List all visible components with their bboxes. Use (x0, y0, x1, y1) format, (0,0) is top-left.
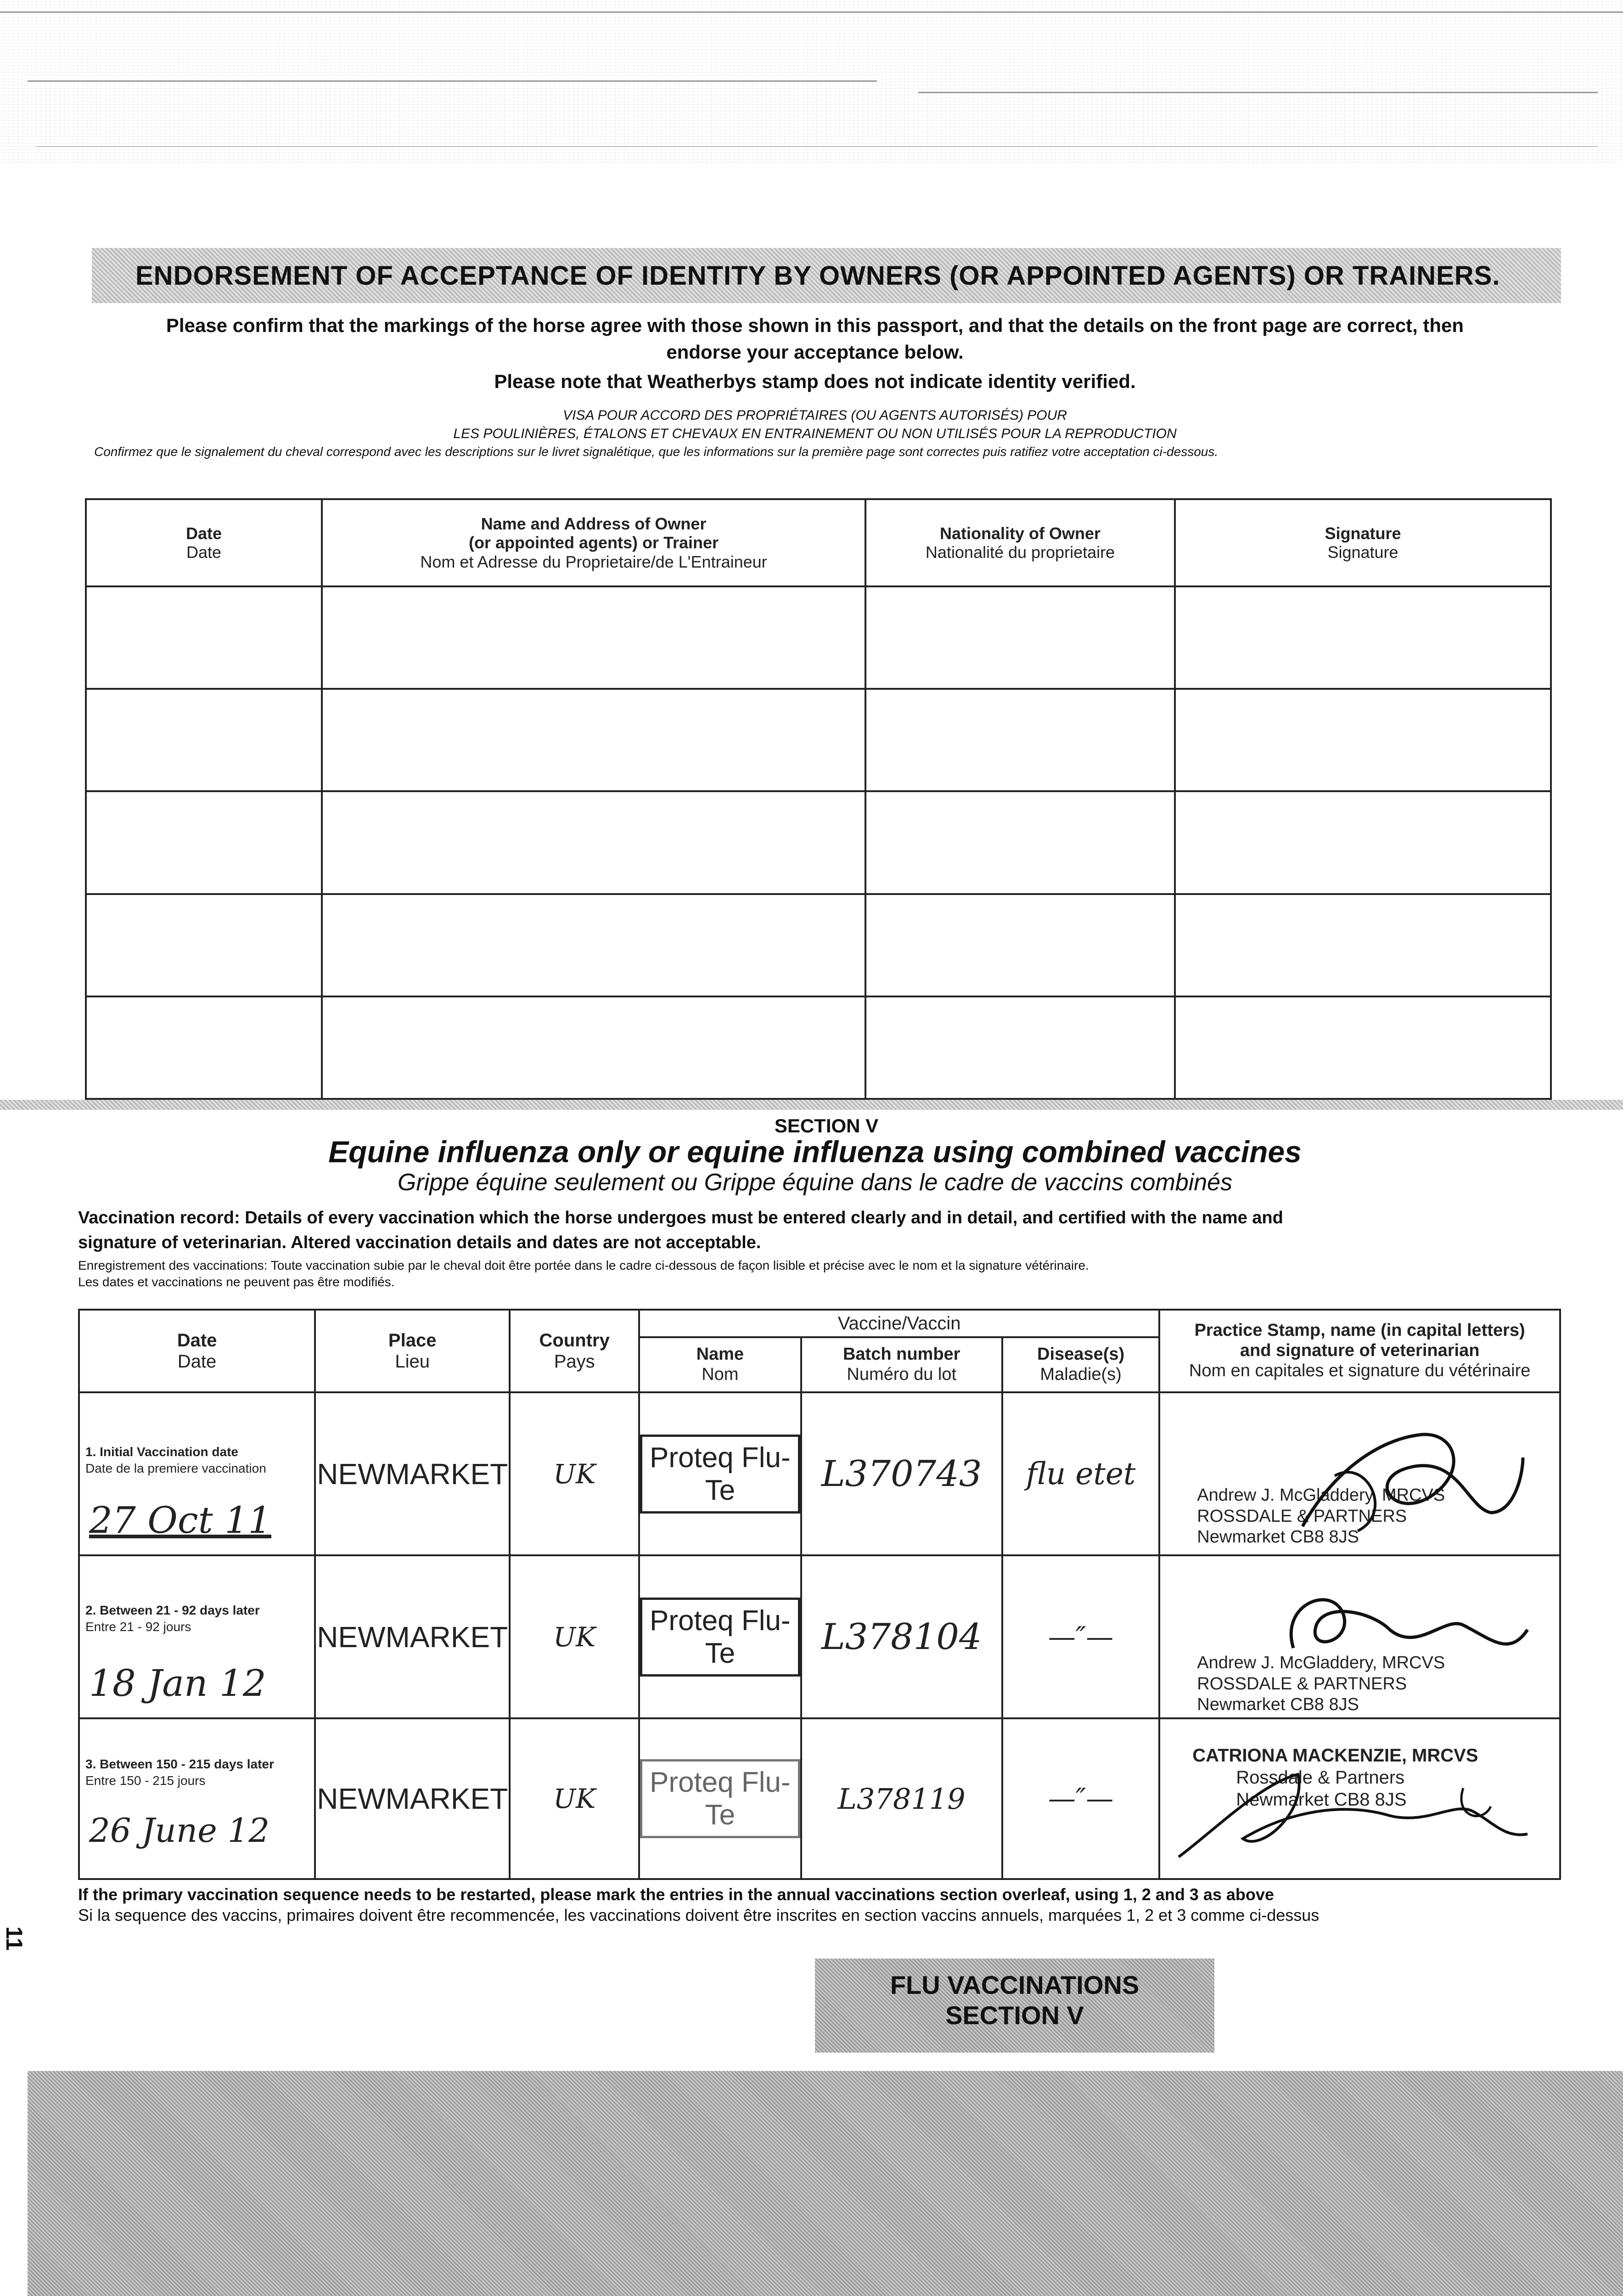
vacc-place-cell (315, 1392, 510, 1555)
record-line: Vaccination record: Details of every vaccination which the horse undergoes must be entered clearly and in detail, and certified with the name and (78, 1208, 1283, 1227)
header-label: Country (539, 1330, 610, 1351)
vet-practice: Rossdale & Partners (1236, 1767, 1405, 1788)
header-label: Date (186, 543, 222, 562)
header-label: Nationality of Owner (939, 523, 1101, 543)
scan-line (0, 11, 1623, 13)
vet-signature (1275, 1421, 1532, 1549)
fr-visa-line: LES POULINIÈRES, ÉTALONS ET CHEVAUX EN ENTRAINEMENT OU NON UTILISÉS POUR LA REPRODUCTION (453, 426, 1177, 441)
vacc-name-stamp: Proteq Flu-Te (640, 1435, 800, 1514)
endorsement-row (86, 894, 1551, 996)
col-signature (1175, 499, 1551, 586)
vet-name: Andrew J. McGladdery, MRCVS (1197, 1653, 1445, 1672)
col-place (315, 1310, 510, 1392)
vacc-disease: —″— (1048, 1621, 1114, 1653)
vacc-batch: L378104 (821, 1616, 982, 1658)
vacc-country: UK (553, 1458, 596, 1490)
header-label: Place (388, 1330, 437, 1351)
col-batch (801, 1337, 1002, 1392)
scan-line (37, 146, 1598, 147)
header-label: Disease(s) (1037, 1345, 1125, 1364)
section-label: SECTION V (774, 1115, 879, 1137)
vaccination-record-fr (78, 1257, 1561, 1290)
vacc-name-stamp: Proteq Flu-Te (640, 1759, 800, 1838)
header-label: Date (185, 523, 222, 543)
header-label: Batch number (842, 1345, 960, 1364)
record-line: signature of veterinarian. Altered vaccination details and dates are not acceptable. (78, 1233, 761, 1252)
header-label: Nationalité du proprietaire (925, 543, 1115, 562)
endorsement-table (85, 498, 1552, 1100)
vacc-header-row-1 (79, 1310, 1560, 1337)
vacc-name-cell (639, 1555, 801, 1718)
record-fr-line: Enregistrement des vaccinations: Toute vaccination subie par le cheval doit être portée dans le cadre ci-dessous de façon lisible et précise avec le nom et la signature vétérinaire. (78, 1258, 1089, 1272)
vacc-batch-cell (801, 1555, 1002, 1718)
vacc-disease-cell (1002, 1718, 1159, 1879)
vet-name: CATRIONA MACKENZIE, MRCVS (1192, 1745, 1478, 1766)
vacc-vet-cell (1159, 1718, 1560, 1879)
section-title-en: Equine influenza only or equine influenza using combined vaccines (328, 1135, 1302, 1169)
vet-address: Newmarket CB8 8JS (1197, 1527, 1359, 1547)
col-practice-stamp (1159, 1310, 1560, 1392)
vacc-step-label-fr: Entre 150 - 215 jours (85, 1773, 206, 1788)
vacc-date-handwritten: 18 Jan 12 (89, 1662, 266, 1705)
vacc-place: NEWMARKET (317, 1782, 508, 1815)
endorsement-row (86, 586, 1551, 689)
header-label: Signature (1325, 523, 1401, 543)
header-label: (or appointed agents) or Trainer (468, 533, 719, 552)
col-vaccine-group: Vaccine/Vaccin (639, 1310, 1159, 1337)
vacc-country: UK (553, 1621, 596, 1653)
vacc-country-cell (510, 1392, 639, 1555)
fr-visa-line: VISA POUR ACCORD DES PROPRIÉTAIRES (OU AGENTS AUTORISÉS) POUR (563, 408, 1067, 423)
page-number: 11 (1, 1926, 27, 1951)
vacc-country: UK (553, 1783, 596, 1814)
section-title-fr: Grippe équine seulement ou Grippe équine dans le cadre de vaccins combinés (397, 1169, 1233, 1196)
vet-address: Newmarket CB8 8JS (1197, 1695, 1359, 1715)
scan-noise-top (0, 0, 1623, 165)
header-label: and signature of veterinarian (1240, 1341, 1480, 1361)
col-disease (1002, 1337, 1159, 1392)
vacc-disease: —″— (1048, 1783, 1114, 1815)
vet-signature (1169, 1747, 1546, 1866)
vet-address: Newmarket CB8 8JS (1236, 1790, 1407, 1810)
col-vaccine-name (639, 1337, 801, 1392)
vacc-step-label-fr: Entre 21 - 92 jours (85, 1620, 191, 1634)
header-label: Name (696, 1345, 744, 1364)
vacc-place: NEWMARKET (317, 1620, 508, 1654)
vacc-step-label: 3. Between 150 - 215 days later (85, 1757, 274, 1771)
header-label: Nom en capitales et signature du vétérinaire (1189, 1361, 1531, 1380)
scan-noise-bottom (28, 2071, 1623, 2296)
header-label: Numéro du lot (847, 1365, 957, 1384)
vacc-date-handwritten: 27 Oct 11 (89, 1499, 271, 1542)
vaccination-table (78, 1309, 1561, 1880)
vaccination-row (79, 1392, 1560, 1555)
vacc-batch: L378119 (837, 1782, 966, 1816)
fr-confirm: Confirmez que le signalement du cheval correspond avec les descriptions sur le livret signalétique, que les informations sur la première page sont correctes puis ratifiez votre acceptation ci-dessous. (94, 445, 1219, 459)
instruction-line: Please confirm that the markings of the horse agree with those shown in this passport, and that the details on the front page are correct, then (166, 315, 1464, 336)
vet-practice: ROSSDALE & PARTNERS (1197, 1674, 1407, 1694)
fr-visa (138, 406, 1492, 443)
vacc-batch: L370743 (821, 1453, 982, 1495)
header-label: Name and Address of Owner (481, 514, 707, 533)
scan-noise-strip (0, 1100, 1623, 1110)
vacc-place-cell (315, 1555, 510, 1718)
scan-line (28, 80, 877, 82)
col-country (510, 1310, 639, 1392)
col-nationality (865, 499, 1175, 586)
header-label: Lieu (395, 1351, 430, 1372)
header-label: Practice Stamp, name (in capital letters) (1194, 1321, 1525, 1340)
vacc-place: NEWMARKET (317, 1457, 508, 1491)
col-name-address (322, 499, 865, 586)
endorsement-instructions (69, 312, 1561, 395)
vacc-disease-cell (1002, 1555, 1159, 1718)
vacc-name-cell (639, 1392, 801, 1555)
vacc-date-handwritten: 26 June 12 (89, 1811, 270, 1850)
header-label: Nom (702, 1365, 739, 1384)
section-tab-text (815, 1970, 1214, 2031)
vet-practice: ROSSDALE & PARTNERS (1197, 1506, 1407, 1526)
vacc-country-cell (510, 1555, 639, 1718)
section-tab-line: SECTION V (945, 2001, 1084, 2030)
weatherbys-note: Please note that Weatherbys stamp does not indicate identity verified. (494, 371, 1136, 392)
header-label: Pays (554, 1351, 595, 1372)
vacc-name-stamp: Proteq Flu-Te (640, 1598, 800, 1677)
restart-note-fr: Si la sequence des vaccins, primaires doivent être recommencée, les vaccinations doivent être inscrites en section vaccins annuels, marquées 1, 2 et 3 comme ci-dessus (78, 1906, 1320, 1925)
endorsement-row (86, 996, 1551, 1099)
scan-line (918, 92, 1598, 93)
vacc-date-cell (79, 1392, 315, 1555)
vacc-disease: flu etet (1026, 1456, 1136, 1491)
header-label: Date (177, 1330, 217, 1351)
vacc-name-cell (639, 1718, 801, 1879)
vet-signature (1252, 1575, 1546, 1676)
vacc-place-cell (315, 1718, 510, 1879)
header-label: Date (177, 1351, 217, 1372)
vaccination-row (79, 1718, 1560, 1879)
col-date (79, 1310, 315, 1392)
endorsement-title: ENDORSEMENT OF ACCEPTANCE OF IDENTITY BY OWNERS (OR APPOINTED AGENTS) OR TRAINERS. (135, 260, 1500, 291)
vacc-step-label: 1. Initial Vaccination date (85, 1445, 238, 1459)
vacc-disease-cell (1002, 1392, 1159, 1555)
section-tab-line: FLU VACCINATIONS (890, 1970, 1140, 1999)
col-date (86, 499, 322, 586)
header-label: Signature (1327, 543, 1398, 562)
vacc-batch-cell (801, 1392, 1002, 1555)
instruction-line: endorse your acceptance below. (666, 341, 964, 363)
vacc-vet-cell (1159, 1392, 1560, 1555)
vaccination-row (79, 1555, 1560, 1718)
header-label: Maladie(s) (1040, 1365, 1122, 1384)
vacc-step-label-fr: Date de la premiere vaccination (85, 1461, 266, 1475)
vacc-batch-cell (801, 1718, 1002, 1879)
vaccination-record-text (78, 1205, 1561, 1255)
vacc-step-label: 2. Between 21 - 92 days later (85, 1603, 260, 1617)
vet-name: Andrew J. McGladdery, MRCVS (1197, 1486, 1445, 1505)
endorsement-row (86, 689, 1551, 791)
endorsement-header-row (86, 499, 1551, 586)
vacc-date-cell (79, 1555, 315, 1718)
restart-note-en: If the primary vaccination sequence needs to be restarted, please mark the entries in the annual vaccinations section overleaf, using 1, 2 and 3 as above (78, 1885, 1274, 1904)
vacc-country-cell (510, 1718, 639, 1879)
vacc-date-cell (79, 1718, 315, 1879)
record-fr-line: Les dates et vaccinations ne peuvent pas être modifiés. (78, 1275, 395, 1289)
endorsement-row (86, 791, 1551, 894)
vacc-vet-cell (1159, 1555, 1560, 1718)
header-label: Nom et Adresse du Proprietaire/de L'Entraineur (420, 552, 767, 571)
